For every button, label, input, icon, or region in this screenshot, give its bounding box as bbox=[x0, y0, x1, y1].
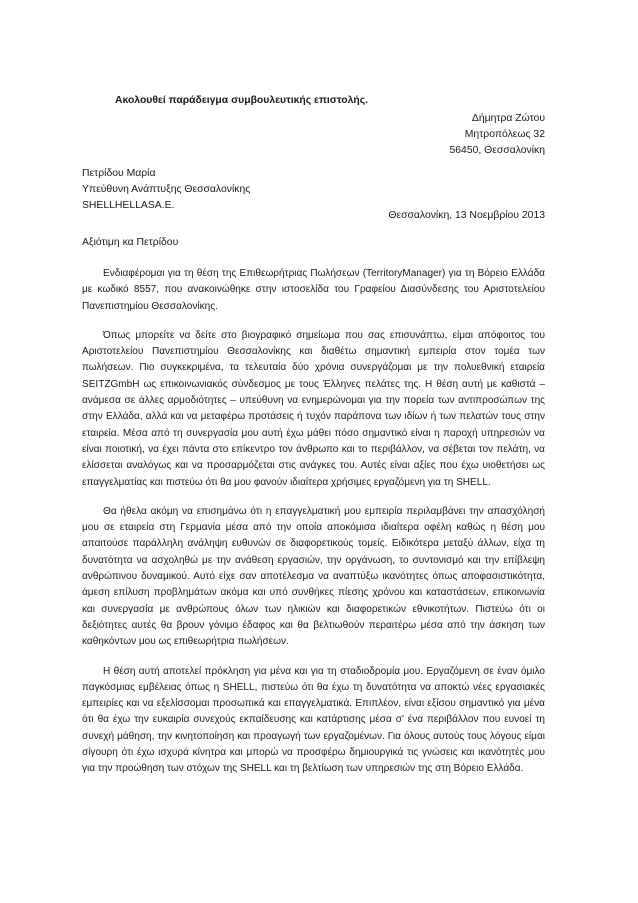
salutation: Αξιότιμη κα Πετρίδου bbox=[82, 237, 179, 248]
body-paragraph: Όπως μπορείτε να δείτε στο βιογραφικό σημείωμα που σας επισυνάπτω, είμαι απόφοιτος του Αριστοτελείου Πανεπιστημίου Θεσσαλονίκης και διαθέτω σημαντική εμπειρία στον τομέα των πωλήσεων. Πιο συγκεκριμένα, τα τελευταία δύο χρόνια συνεργάζομαι με την πολυεθνική εταιρεία SEITZGmbH ως επικοινωνιακός σύνδεσμος με τους Έλληνες πελάτες της. Η θέση αυτή με καθιστά – ανάμεσα σε άλλες αρμοδιότητες – υπεύθυνη να ενημερώνομαι για την πορεία των αντιπροσώπων της στην Ελλάδα, αλλά και να μεταφέρω προτάσεις ή τυχόν παράπονα των ιδίων ή των πελατών τους στην εταιρεία. Μέσα από τη συνεργασία μου αυτή έχω μάθει πόσο σημαντικό είναι η παροχή υπηρεσιών να είναι ποιοτική, να έχει πάντα στο επίκεντρο τον άνθρωπο και το περιβάλλον, να σέβεται τον πελάτη, να ελίσσεται αναλόγως και να προσαρμόζεται στις ανάγκες του. Αυτές είναι αξίες που έχω υιοθετήσει ως επαγγελματίας και πιστεύω ότι θα μου φανούν ιδιαίτερα χρήσιμες εργαζόμενη για τη SHELL. bbox=[82, 329, 545, 488]
recipient-role: Υπεύθυνη Ανάπτυξης Θεσσαλονίκης bbox=[82, 184, 251, 195]
sender-name: Δήμητρα Ζώτου bbox=[471, 113, 545, 124]
sender-address bbox=[449, 111, 545, 159]
letter-body bbox=[82, 266, 545, 791]
sender-city: 56450, Θεσσαλονίκη bbox=[449, 145, 545, 156]
intro-heading: Ακολουθεί παράδειγμα συμβουλευτικής επιστολής. bbox=[115, 95, 369, 106]
recipient-address bbox=[82, 166, 250, 214]
body-paragraph: Η θέση αυτή αποτελεί πρόκληση για μένα και για τη σταδιοδρομία μου. Εργαζόμενη σε έναν όμιλο παγκόσμιας εμβέλειας όπως η SHELL, πιστεύω ότι θα έχω τη δυνατότητα να αποκτώ νέες εργασιακές εμπειρίες και να εξελίσσομαι προσωπικά και επαγγελματικά. Επιπλέον, είναι εξίσου σημαντικό για μένα ότι θα έχω την ευκαιρία συνεχούς εκπαίδευσης και κατάρτισης μέσα σ’ ένα περιβάλλον που ευνοεί τη συνεχή μάθηση, την κινητοποίηση και προαγωγή των εργαζομένων. Για όλους αυτούς τους λόγους είμαι σίγουρη ότι έχω ισχυρά κίνητρα και μπορώ να προσφέρω δημιουργικά τις γνώσεις και ικανότητές μου για την προώθηση των στόχων της SHELL και τη βελτίωση των υπηρεσιών της στη Βόρειο Ελλάδα. bbox=[82, 665, 545, 775]
recipient-name: Πετρίδου Μαρία bbox=[82, 168, 156, 179]
letter-date: Θεσσαλονίκη, 13 Νοεμβρίου 2013 bbox=[388, 210, 545, 221]
recipient-company: SHELLHELLASA.E. bbox=[82, 200, 175, 211]
sender-street: Μητροπόλεως 32 bbox=[464, 129, 545, 140]
body-paragraph: Θα ήθελα ακόμη να επισημάνω ότι η επαγγελματική μου εμπειρία περιλαμβάνει την απασχόλησή μου σε εταιρεία στη Γερμανία μέσα από την οποία αποκόμισα ιδιαίτερα οφέλη καθώς η θέση μου απαιτούσε παράλληλη ανάληψη ευθυνών σε διαφορετικούς τομείς. Ειδικότερα μεταξύ άλλων, είχα τη δυνατότητα να ασχοληθώ με την ανάθεση εργασιών, την οργάνωση, το συντονισμό και την επίβλεψη ανθρώπινου δυναμικού. Αυτό είχε σαν αποτέλεσμα να αναπτύξω ικανότητες όπως αποφασιστικότητα, άμεση επίλυση προβλημάτων ακόμα και υπό συνθήκες πίεσης χρόνου και καταστάσεων, επικοινωνία και συνεργασία με ανθρώπους όλων των ηλικιών και διαφορετικών εθνικοτήτων. Πιστεύω ότι οι δεξιότητες αυτές θα βρουν γόνιμο έδαφος και θα βελτιωθούν περαιτέρω μέσα από την άσκηση των καθηκόντων μου ως επιθεωρήτρια πωλήσεων. bbox=[82, 505, 545, 648]
body-paragraph: Ενδιαφέρομαι για τη θέση της Επιθεωρήτριας Πωλήσεων (TerritoryManager) για τη Βόρειο Ελλάδα με κωδικό 8557, που ανακοινώθηκε στην ιστοσελίδα του Γραφείου Διασύνδεσης του Αριστοτελείου Πανεπιστημίου Θεσσαλονίκης. bbox=[82, 268, 545, 312]
